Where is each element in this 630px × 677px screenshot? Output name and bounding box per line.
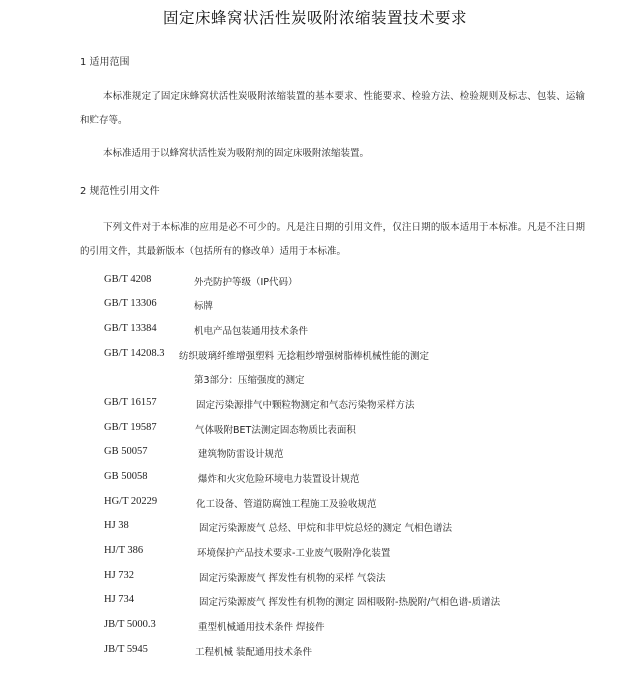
- reference-item: [104, 471, 584, 487]
- reference-code: GB/T 16157: [104, 397, 157, 408]
- reference-item: [104, 594, 584, 610]
- reference-code: HJ 734: [104, 594, 135, 605]
- reference-code: HG/T 20229: [104, 496, 158, 507]
- scope-paragraph-1: 本标准规定了固定床蜂窝状活性炭吸附浓缩装置的基本要求、性能要求、检验方法、检验规则及标志、包装、运输和贮存等。: [80, 91, 585, 126]
- reference-title: 工程机械 装配通用技术条件: [195, 647, 313, 658]
- reference-title: 外壳防护等级（IP代码）: [194, 277, 298, 288]
- reference-title: 爆炸和火灾危险环境电力装置设计规范: [198, 474, 360, 485]
- reference-code: HJ 38: [104, 520, 129, 531]
- reference-title: 固定污染源废气 挥发性有机物的采样 气袋法: [199, 573, 386, 584]
- reference-item: [104, 545, 584, 561]
- reference-code: GB 50058: [104, 471, 148, 482]
- reference-title: 固定污染源排气中颗粒物测定和气态污染物采样方法: [196, 400, 415, 411]
- reference-code: HJ 732: [104, 570, 135, 581]
- reference-item: [104, 619, 584, 635]
- section-heading-normative-references: 2 规范性引用文件: [80, 186, 160, 197]
- reference-title: 固定污染源废气 总烃、甲烷和非甲烷总烃的测定 气相色谱法: [199, 523, 453, 534]
- reference-title: 第3部分：压缩强度的测定: [194, 375, 305, 386]
- reference-title: 标牌: [194, 301, 214, 312]
- document-title: 固定床蜂窝状活性炭吸附浓缩装置技术要求: [162, 9, 467, 27]
- reference-item: [104, 298, 584, 314]
- reference-item: [104, 274, 584, 290]
- reference-title: 纺织玻璃纤维增强塑料 无捻粗纱增强树脂棒机械性能的测定: [179, 351, 430, 362]
- reference-title: 机电产品包装通用技术条件: [194, 326, 309, 337]
- reference-code: GB 50057: [104, 446, 148, 457]
- reference-item: [104, 496, 584, 512]
- reference-item: [104, 323, 584, 339]
- reference-code: GB/T 13384: [104, 323, 157, 334]
- reference-item: [104, 446, 584, 462]
- scope-paragraph-2: 本标准适用于以蜂窝状活性炭为吸附剂的固定床吸附浓缩装置。: [103, 148, 370, 159]
- reference-code: GB/T 19587: [104, 422, 157, 433]
- reference-code: GB/T 14208.3: [104, 348, 165, 359]
- reference-item: [104, 570, 584, 586]
- reference-code: GB/T 13306: [104, 298, 157, 309]
- reference-code: JB/T 5000.3: [104, 619, 156, 630]
- reference-code: HJ/T 386: [104, 545, 144, 556]
- reference-title: 固定污染源废气 挥发性有机物的测定 固相吸附-热脱附/气相色谱-质谱法: [199, 597, 501, 608]
- reference-code: JB/T 5945: [104, 644, 148, 655]
- reference-item: [104, 348, 584, 364]
- reference-item: [104, 397, 584, 413]
- reference-title: 气体吸附BET法测定固态物质比表面积: [195, 425, 356, 436]
- reference-item: [104, 520, 584, 536]
- reference-title: 环境保护产品技术要求-工业废气吸附净化装置: [197, 548, 391, 559]
- reference-title: 建筑物防雷设计规范: [198, 449, 284, 460]
- reference-title: 重型机械通用技术条件 焊接件: [198, 622, 325, 633]
- reference-item: [104, 422, 584, 438]
- reference-code: GB/T 4208: [104, 274, 152, 285]
- reference-item-continuation: [104, 372, 584, 388]
- section-heading-scope: 1 适用范围: [80, 57, 130, 68]
- references-intro-paragraph: 下列文件对于本标准的应用是必不可少的。凡是注日期的引用文件，仅注日期的版本适用于本标准。凡是不注日期的引用文件，其最新版本（包括所有的修改单）适用于本标准。: [80, 222, 585, 257]
- reference-title: 化工设备、管道防腐蚀工程施工及验收规范: [196, 499, 377, 510]
- reference-item: [104, 644, 584, 660]
